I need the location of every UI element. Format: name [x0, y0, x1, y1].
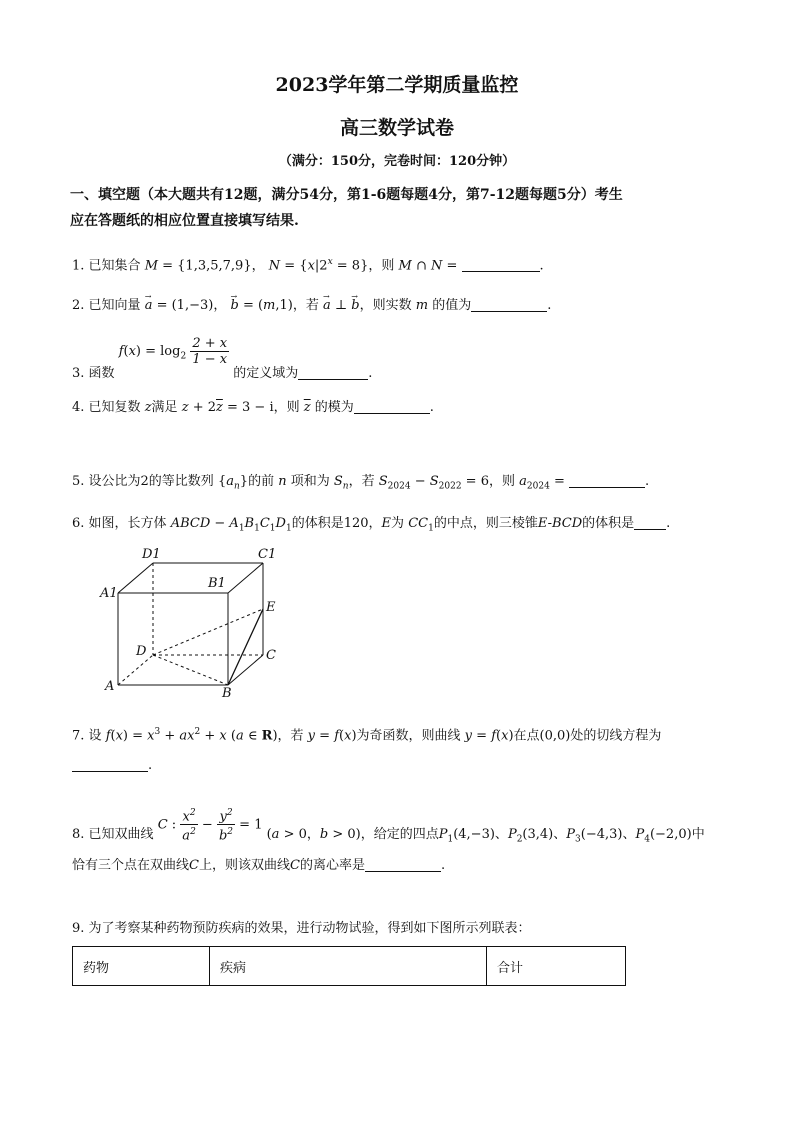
- q1-set-n: N: [268, 258, 281, 274]
- exam-meta: （满分：150分，完卷时间：120分钟）: [278, 154, 516, 169]
- table-header-disease: 疾病: [210, 947, 487, 986]
- q1-set-m: M: [144, 258, 158, 274]
- question-5: 5. 设公比为2的等比数列 $\{a_n\}$的前 n 项和为 $S_n$，若 $S_{2024} - S_{2022} = 6$，则 $a_{2024}$ = .: [72, 474, 650, 492]
- edge-de: [153, 609, 263, 655]
- edge-a1d1: [118, 563, 153, 593]
- table-header-total: 合计: [487, 947, 626, 986]
- q3-fraction: $\frac{2 + x}{1 - x}$: [192, 336, 228, 367]
- q2-answer-blank[interactable]: [471, 297, 547, 312]
- label-b: B: [222, 686, 232, 700]
- label-a: A: [105, 679, 115, 694]
- q7-answer-blank[interactable]: [72, 757, 148, 772]
- question-6: 6. 如图，长方体 ABCD − $A_1B_1C_1D_1$的体积是120，E为 $CC_1$的中点，则三棱锥E-BCD的体积是 .: [72, 516, 671, 534]
- edge-be: [228, 609, 263, 685]
- q8-answer-blank[interactable]: [365, 857, 441, 872]
- edge-db: [153, 655, 228, 685]
- q5-answer-blank[interactable]: [569, 473, 645, 488]
- question-8: 8. 已知双曲线 C : $\frac{x^2}{a^2}$ − $\frac{y^2}{b^2}$ = 1 (a > 0，b > 0)，给定的四点$P_1(4,-3)$、$P_2(3,4)$、$P_3(-4,3)$、$P_4(-2,0)$中: [72, 808, 705, 845]
- edge-ad: [118, 655, 153, 685]
- section-heading-line1: 一、填空题（本大题共有12题，满分54分，第1-6题每题4分，第7-12题每题5分）考生: [70, 187, 623, 203]
- section-heading: [70, 182, 730, 234]
- table-row: [73, 947, 626, 986]
- label-b1: B1: [208, 576, 226, 591]
- section-heading-line2: 应在答题纸的相应位置直接填写结果.: [70, 213, 299, 229]
- question-9: 9. 为了考察某种药物预防疾病的效果，进行动物试验，得到如下图所示列联表：: [72, 921, 531, 936]
- question-2: 2. 已知向量 → a = (1,−3)， → b = (m,1)，若 → a ⊥ → b，则实数 m 的值为 .: [72, 296, 551, 316]
- label-c: C: [266, 648, 276, 663]
- label-a1: A1: [100, 586, 118, 601]
- q4-answer-blank[interactable]: [354, 399, 430, 414]
- edge-bc: [228, 655, 263, 685]
- table-header-drug: 药物: [73, 947, 210, 986]
- question-7: 7. 设 $f(x) = x^3 + ax^2 + x$ (a ∈ R)，若 y = f(x)为奇函数，则曲线 y = f(x)在点(0,0)处的切线方程为: [72, 727, 662, 744]
- q6-answer-blank[interactable]: [634, 515, 666, 530]
- cuboid-figure: [98, 545, 288, 700]
- label-e: E: [266, 600, 276, 615]
- q3-answer-blank[interactable]: [298, 365, 368, 380]
- question-4: 4. 已知复数 z满足 $z + 2\overline{z} = 3 - i$，则 $\overline{z}$ 的模为 .: [72, 400, 434, 415]
- edge-b1c1: [228, 563, 263, 593]
- label-d: D: [136, 644, 147, 659]
- question-7-line2: .: [72, 756, 152, 776]
- exam-title: 2023学年第二学期质量监控: [275, 74, 519, 96]
- q1-answer-blank[interactable]: [462, 257, 540, 272]
- question-8-line2: 恰有三个点在双曲线C上，则该双曲线C的离心率是 .: [72, 858, 446, 873]
- question-1: 1. 已知集合 M = {1,3,5,7,9}， $N = \{x|2^x = 8\}$，则 M ∩ N = .: [72, 257, 544, 274]
- label-d1: D1: [142, 547, 161, 562]
- question-3: 3. 函数 $f(x) = \log_2$ $\frac{2 + x}{1 - x}$ 的定义域为 .: [72, 336, 373, 381]
- label-c1: C1: [258, 547, 277, 562]
- exam-subtitle: 高三数学试卷: [339, 117, 454, 139]
- contingency-table: [72, 946, 626, 986]
